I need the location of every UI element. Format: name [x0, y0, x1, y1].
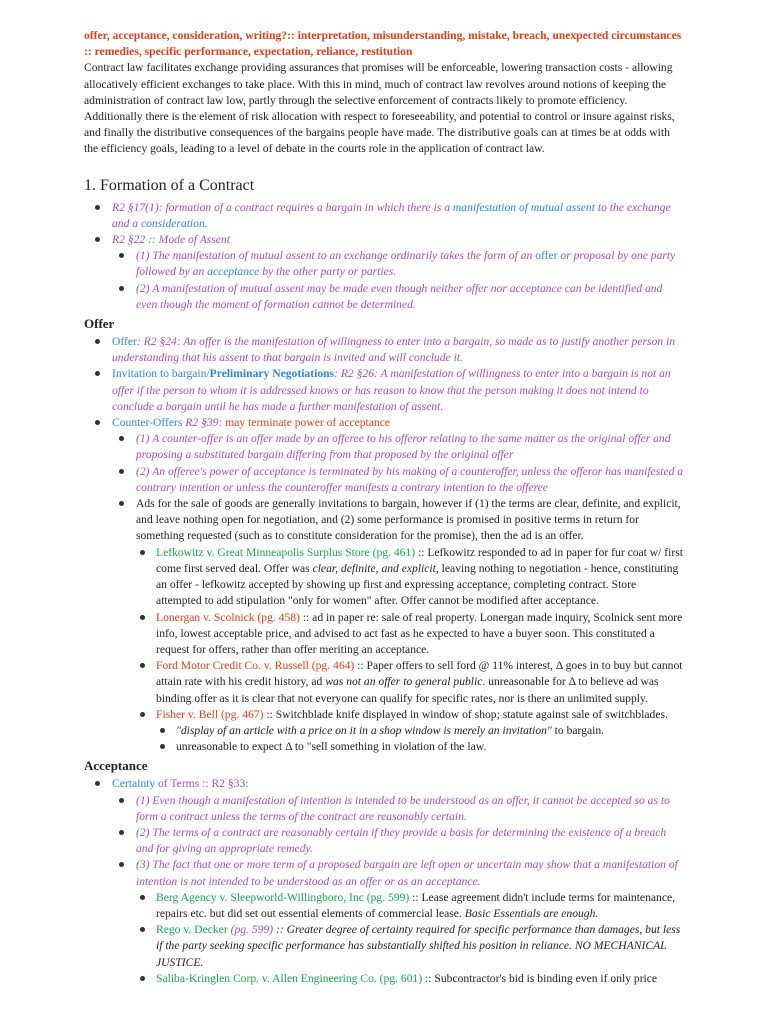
- list-item: Rego v. Decker (pg. 599) :: Greater degree of certainty required for specific performance than damages, but less if the party seeking specific performance has substantially shifted his position in reliance. NO MECHANICAL JUSTICE.: [84, 922, 684, 971]
- bullet-icon: [140, 615, 145, 620]
- bullet-icon: [95, 237, 100, 242]
- bullet-icon: [140, 712, 145, 717]
- list-item: (2) An offeree's power of acceptance is terminated by his making of a counteroffer, unless the offeror has manifested a contrary intention or unless the counteroffer manifests a contrary intention to the offeree: [84, 464, 684, 496]
- list-item: Ads for the sale of goods are generally invitations to bargain, however if (1) the terms are clear, definite, and explicit, and leave nothing open for negotiation, and (2) some performance is promised in positive terms in return for something requested (such as to constitute consideration for the promise), then the ad is an offer.: [84, 496, 684, 545]
- bullet-icon: [119, 436, 124, 441]
- case-link-lonergan[interactable]: Lonergan v. Scolnick (pg. 458): [156, 610, 300, 624]
- bullet-icon: [119, 501, 124, 506]
- bullet-icon: [140, 550, 145, 555]
- section-title-formation: 1. Formation of a Contract: [84, 176, 255, 194]
- list-item: R2 §22 :: Mode of Assent: [84, 232, 684, 248]
- case-link-saliba[interactable]: Saliba-Kringlen Corp. v. Allen Engineering Co. (pg. 601): [156, 971, 423, 985]
- list-item: (1) Even though a manifestation of intention is intended to be understood as an offer, it cannot be accepted so as to form a contract unless the terms of the contract are reasonably certain.: [84, 793, 684, 825]
- acceptance-list: [84, 776, 684, 987]
- bullet-icon: [160, 744, 165, 749]
- case-link-rego[interactable]: Rego v. Decker: [156, 923, 228, 937]
- bullet-icon: [140, 895, 145, 900]
- link-offer[interactable]: offer: [535, 249, 558, 263]
- document-page: [84, 28, 684, 987]
- list-item: (3) The fact that one or more term of a proposed bargain are left open or uncertain may show that a manifestation of intention is not intended to be understood as an offer or as an acceptance.: [84, 857, 684, 889]
- list-item: Berg Agency v. Sleepworld-Willingboro, Inc (pg. 599) :: Lease agreement didn't include terms for maintenance, repairs etc. but did set out essential elements of commercial lease. Basic Essentials are enough.: [84, 890, 684, 922]
- bullet-icon: [119, 862, 124, 867]
- link-acceptance[interactable]: acceptance: [207, 265, 260, 279]
- case-link-lefkowitz[interactable]: Lefkowitz v. Great Minneapolis Surplus Store (pg. 461): [156, 545, 416, 559]
- list-item: Lonergan v. Scolnick (pg. 458) :: ad in paper re: sale of real property. Lonergan made inquiry, Scolnick sent more info, lowest acceptable price, and advised to act fast as he expected to have a buyer soon. This constituted a request for offers, rather than offer meriting an acceptance.: [84, 610, 684, 659]
- subheading-acceptance: Acceptance: [84, 758, 148, 774]
- bullet-icon: [119, 830, 124, 835]
- list-item: "display of an article with a price on it in a shop window is merely an invitation" to bargain.: [84, 723, 684, 739]
- bullet-icon: [119, 469, 124, 474]
- link-consideration[interactable]: consideration: [140, 216, 205, 230]
- offer-list: [84, 334, 684, 755]
- list-item: Saliba-Kringlen Corp. v. Allen Engineering Co. (pg. 601) :: Subcontractor's bid is binding even if only price: [84, 971, 684, 987]
- bullet-icon: [140, 927, 145, 932]
- bullet-icon: [140, 663, 145, 668]
- bullet-icon: [119, 798, 124, 803]
- intro-paragraph: Contract law facilitates exchange providing assurances that promises will be enforceable, lowering transaction costs - allowing allocatively efficient exchanges to take place. With this in mind, much of contract law revolves around notions of keeping the administration of contract law low, partly through the selective enforcement of contracts likely to promote efficiency. Additionally there is the element of risk allocation with respect to foreseeability, and potential to control or insure against risks, and finally the distributive consequences of the bargains people have made. The distributive goals can at times be at odds with the efficiency goals, leading to a level of debate in the courts role in the application of contract law.: [84, 61, 675, 156]
- bullet-icon: [95, 339, 100, 344]
- list-item: R2 §17(1): formation of a contract requires a bargain in which there is a manifestation of mutual assent to the exchange and a consideration.: [84, 200, 684, 232]
- bullet-icon: [160, 728, 165, 733]
- bullet-icon: [119, 286, 124, 291]
- link-counter-offers[interactable]: Counter-Offers: [112, 416, 183, 430]
- list-item: Fisher v. Bell (pg. 467) :: Switchblade knife displayed in window of shop; statute against sale of switchblades.: [84, 707, 684, 723]
- link-invitation[interactable]: Invitation to bargain/: [112, 367, 210, 381]
- list-item: Certainty of Terms :: R2 §33:: [84, 776, 684, 792]
- link-preliminary-negotiations[interactable]: Preliminary Negotiations: [209, 367, 335, 381]
- bullet-icon: [140, 976, 145, 981]
- list-item: (2) The terms of a contract are reasonably certain if they provide a basis for determining the existence of a breach and for giving an appropriate remedy.: [84, 825, 684, 857]
- list-item: Lefkowitz v. Great Minneapolis Surplus Store (pg. 461) :: Lefkowitz responded to ad in paper for fur coat w/ first come first served deal. Offer was clear, definite, and explicit, leaving nothing to negotiation - hence, constituting an offer - lefkowitz accepted by showing up first and expressing acceptance, completing contract. Store attempted to add stipulation "only for women" after. Offer cannot be modified after acceptance.: [84, 545, 684, 610]
- case-link-berg[interactable]: Berg Agency v. Sleepworld-Willingboro, Inc (pg. 599): [156, 890, 410, 904]
- list-item: Offer: R2 §24: An offer is the manifestation of willingness to enter into a bargain, so made as to justify another person in understanding that his assent to that bargain is invited and will conclude it.: [84, 334, 684, 366]
- bullet-icon: [95, 371, 100, 376]
- list-item: (2) A manifestation of mutual assent may be made even though neither offer nor acceptance can be identified and even though the moment of formation cannot be determined.: [84, 281, 684, 313]
- case-link-fisher[interactable]: Fisher v. Bell (pg. 467): [156, 707, 264, 721]
- list-item: Invitation to bargain/Preliminary Negotiations: R2 §26: A manifestation of willingness to enter into a bargain is not an offer if the person to whom it is addressed knows or has reason to know that the person making it does not intend to conclude a bargain until he has made a further manifestation of assent.: [84, 366, 684, 415]
- list-item: unreasonable to expect Δ to "sell something in violation of the law.: [84, 739, 684, 755]
- bullet-icon: [95, 781, 100, 786]
- link-mutual-assent[interactable]: manifestation of mutual assent: [452, 200, 595, 214]
- bullet-icon: [95, 205, 100, 210]
- list-item: Ford Motor Credit Co. v. Russell (pg. 464) :: Paper offers to sell ford @ 11% interest, Δ goes in to buy but cannot attain rate with his credit history, ad was not an offer to general public. unreasonable for Δ to believe ad was binding offer as it is clear that not everyone can qualify for specific rates, nor is there an unlimited supply.: [84, 658, 684, 707]
- list-item: (1) A counter-offer is an offer made by an offeree to his offeror relating to the same matter as the original offer and proposing a substituted bargain differing from that proposed by the original offer: [84, 431, 684, 463]
- subheading-offer: Offer: [84, 316, 115, 332]
- bullet-icon: [95, 420, 100, 425]
- link-offer-def[interactable]: Offer: [112, 335, 137, 349]
- list-item: Counter-Offers R2 §39: may terminate power of acceptance: [84, 415, 684, 431]
- bullet-icon: [119, 253, 124, 258]
- formation-list: [84, 200, 684, 313]
- link-certainty[interactable]: Certainty: [112, 777, 156, 791]
- topic-tags: offer, acceptance, consideration, writing?:: interpretation, misunderstanding, mistake, breach, unexpected circumstances :: remedies, specific performance, expectation, reliance, restitution: [84, 29, 682, 59]
- list-item: (1) The manifestation of mutual assent to an exchange ordinarily takes the form of an offer or proposal by one party followed by an acceptance by the other party or parties.: [84, 248, 684, 280]
- case-link-ford[interactable]: Ford Motor Credit Co. v. Russell (pg. 464): [156, 659, 355, 673]
